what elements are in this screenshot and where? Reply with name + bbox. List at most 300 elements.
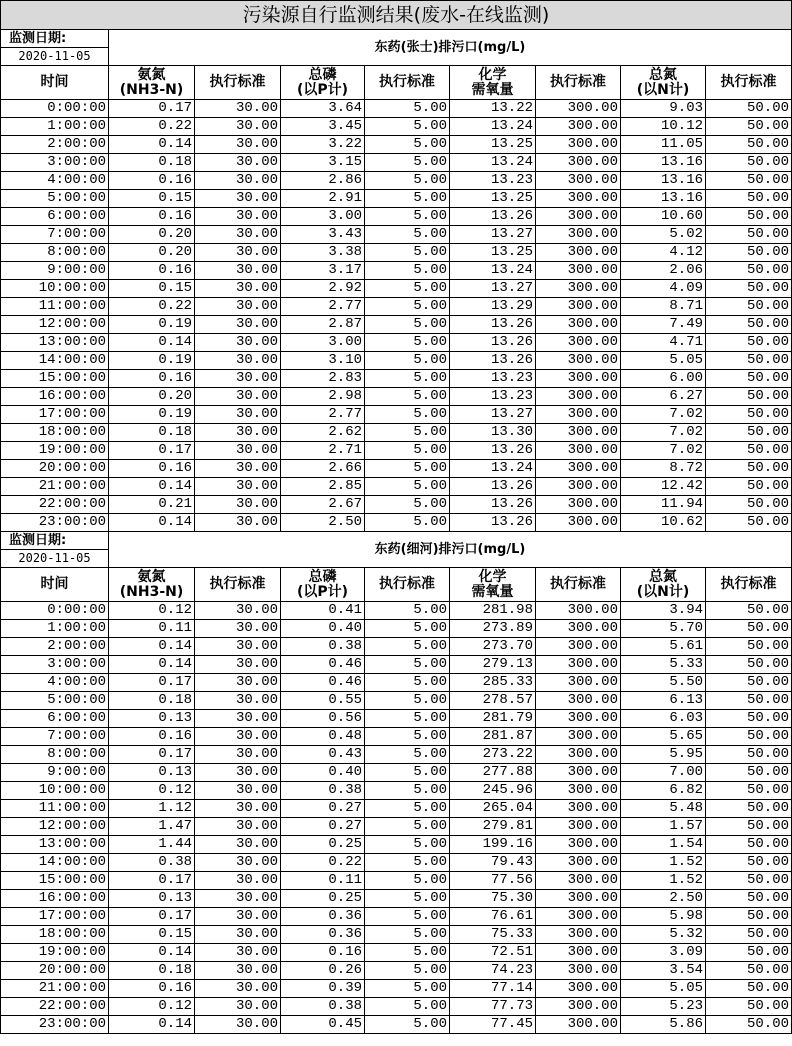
table-cell: 0.14 — [109, 136, 195, 154]
table-cell: 300.00 — [536, 638, 621, 656]
table-cell: 273.70 — [450, 638, 536, 656]
header-tn-line2: (以N计) — [636, 81, 690, 98]
table-cell: 5.00 — [365, 602, 450, 620]
table-cell: 30.00 — [195, 800, 281, 818]
table-row — [1, 710, 792, 728]
table-cell: 10:00:00 — [1, 782, 109, 800]
table-cell: 300.00 — [536, 280, 621, 298]
table-cell: 11:00:00 — [1, 298, 109, 316]
table-cell: 30.00 — [195, 280, 281, 298]
table-cell: 281.98 — [450, 602, 536, 620]
table-cell: 10:00:00 — [1, 280, 109, 298]
table-cell: 50.00 — [706, 944, 792, 962]
table-cell: 50.00 — [706, 890, 792, 908]
table-cell: 0.16 — [281, 944, 365, 962]
table-cell: 0.19 — [109, 316, 195, 334]
table-row — [1, 406, 792, 424]
table-cell: 50.00 — [706, 460, 792, 478]
table-cell: 300.00 — [536, 136, 621, 154]
table-cell: 30.00 — [195, 244, 281, 262]
table-cell: 0.46 — [281, 656, 365, 674]
table-cell: 0.38 — [281, 998, 365, 1016]
table-cell: 0.18 — [109, 692, 195, 710]
table-cell: 5:00:00 — [1, 190, 109, 208]
table-cell: 50.00 — [706, 226, 792, 244]
table-cell: 23:00:00 — [1, 514, 109, 532]
table-cell: 30.00 — [195, 460, 281, 478]
table-cell: 300.00 — [536, 782, 621, 800]
table-cell: 5.00 — [365, 154, 450, 172]
table-cell: 281.87 — [450, 728, 536, 746]
table-cell: 11.94 — [621, 496, 706, 514]
table-cell: 6:00:00 — [1, 710, 109, 728]
table-cell: 0.38 — [281, 638, 365, 656]
table-cell: 5.50 — [621, 674, 706, 692]
table-cell: 30.00 — [195, 872, 281, 890]
table-cell: 0.14 — [109, 638, 195, 656]
table-cell: 5.00 — [365, 118, 450, 136]
table-cell: 50.00 — [706, 190, 792, 208]
header-std: 执行标准 — [706, 66, 792, 100]
table-cell: 5.00 — [365, 406, 450, 424]
table-cell: 2.67 — [281, 496, 365, 514]
table-row — [1, 208, 792, 226]
table-cell: 30.00 — [195, 190, 281, 208]
table-cell: 50.00 — [706, 496, 792, 514]
table-cell: 50.00 — [706, 172, 792, 190]
table-cell: 0.12 — [109, 602, 195, 620]
table-cell: 50.00 — [706, 710, 792, 728]
table-cell: 5.00 — [365, 136, 450, 154]
table-cell: 5.00 — [365, 764, 450, 782]
table-cell: 5.00 — [365, 818, 450, 836]
table-cell: 0.45 — [281, 1016, 365, 1034]
table-cell: 273.89 — [450, 620, 536, 638]
table-cell: 5.00 — [365, 334, 450, 352]
table-cell: 3.43 — [281, 226, 365, 244]
header-tp — [281, 66, 365, 100]
header-std: 执行标准 — [365, 568, 450, 602]
table-cell: 22:00:00 — [1, 998, 109, 1016]
table-cell: 50.00 — [706, 908, 792, 926]
table-cell: 30.00 — [195, 602, 281, 620]
table-cell: 5.32 — [621, 926, 706, 944]
table-cell: 0.25 — [281, 836, 365, 854]
table-cell: 15:00:00 — [1, 872, 109, 890]
table-cell: 0.17 — [109, 872, 195, 890]
table-cell: 6.27 — [621, 388, 706, 406]
table-cell: 21:00:00 — [1, 478, 109, 496]
table-cell: 5.00 — [365, 908, 450, 926]
table-cell: 0.55 — [281, 692, 365, 710]
header-nh3-line2: (NH3-N) — [119, 583, 184, 600]
table-cell: 5.00 — [365, 638, 450, 656]
table-cell: 300.00 — [536, 262, 621, 280]
table-cell: 0.43 — [281, 746, 365, 764]
table-cell: 3.94 — [621, 602, 706, 620]
table-row — [1, 944, 792, 962]
table-cell: 0.16 — [109, 460, 195, 478]
table-cell: 0.14 — [109, 1016, 195, 1034]
table-cell: 6:00:00 — [1, 208, 109, 226]
table-row — [1, 244, 792, 262]
table-cell: 0.14 — [109, 656, 195, 674]
header-time: 时间 — [1, 568, 109, 602]
table-cell: 5.70 — [621, 620, 706, 638]
header-tp-line2: (以P计) — [296, 583, 349, 600]
table-cell: 300.00 — [536, 656, 621, 674]
table-row — [1, 638, 792, 656]
table-cell: 300.00 — [536, 226, 621, 244]
table-cell: 13.25 — [450, 244, 536, 262]
table-cell: 5.00 — [365, 692, 450, 710]
table-cell: 0.13 — [109, 764, 195, 782]
table-cell: 74.23 — [450, 962, 536, 980]
table-cell: 30.00 — [195, 262, 281, 280]
table-cell: 5.00 — [365, 298, 450, 316]
table-cell: 281.79 — [450, 710, 536, 728]
table-cell: 19:00:00 — [1, 944, 109, 962]
table-cell: 22:00:00 — [1, 496, 109, 514]
table-cell: 50.00 — [706, 352, 792, 370]
table-row — [1, 962, 792, 980]
table-cell: 19:00:00 — [1, 442, 109, 460]
table-cell: 50.00 — [706, 478, 792, 496]
table-cell: 50.00 — [706, 926, 792, 944]
table-cell: 12:00:00 — [1, 818, 109, 836]
table-cell: 10.62 — [621, 514, 706, 532]
table-row — [1, 388, 792, 406]
table-cell: 0.13 — [109, 710, 195, 728]
table-cell: 50.00 — [706, 836, 792, 854]
table-cell: 0:00:00 — [1, 602, 109, 620]
table-cell: 13.26 — [450, 208, 536, 226]
table-cell: 300.00 — [536, 190, 621, 208]
table-cell: 50.00 — [706, 136, 792, 154]
table-cell: 3:00:00 — [1, 154, 109, 172]
table-cell: 3.15 — [281, 154, 365, 172]
table-cell: 0.18 — [109, 424, 195, 442]
table-cell: 13.24 — [450, 118, 536, 136]
table-cell: 30.00 — [195, 352, 281, 370]
table-cell: 300.00 — [536, 370, 621, 388]
table-cell: 1:00:00 — [1, 620, 109, 638]
table-row — [1, 854, 792, 872]
table-row — [1, 746, 792, 764]
table-cell: 4:00:00 — [1, 172, 109, 190]
table-cell: 9.03 — [621, 100, 706, 118]
table-cell: 300.00 — [536, 620, 621, 638]
table-cell: 5.05 — [621, 352, 706, 370]
table-cell: 5.95 — [621, 746, 706, 764]
table-cell: 13.16 — [621, 190, 706, 208]
table-row — [1, 692, 792, 710]
table-cell: 0.20 — [109, 226, 195, 244]
table-cell: 3.22 — [281, 136, 365, 154]
table-cell: 1.47 — [109, 818, 195, 836]
table-cell: 2.77 — [281, 406, 365, 424]
table-cell: 30.00 — [195, 442, 281, 460]
header-std: 执行标准 — [536, 66, 621, 100]
table-cell: 5.00 — [365, 442, 450, 460]
table-cell: 6.13 — [621, 692, 706, 710]
table-cell: 5.00 — [365, 100, 450, 118]
table-cell: 50.00 — [706, 280, 792, 298]
table-cell: 30.00 — [195, 962, 281, 980]
table-cell: 50.00 — [706, 656, 792, 674]
table-cell: 300.00 — [536, 944, 621, 962]
table-cell: 2:00:00 — [1, 136, 109, 154]
table-cell: 50.00 — [706, 208, 792, 226]
table-cell: 2.98 — [281, 388, 365, 406]
table-cell: 3.38 — [281, 244, 365, 262]
table-row — [1, 424, 792, 442]
table-cell: 50.00 — [706, 154, 792, 172]
table-cell: 300.00 — [536, 208, 621, 226]
table-cell: 300.00 — [536, 818, 621, 836]
table-cell: 30.00 — [195, 334, 281, 352]
table-cell: 30.00 — [195, 890, 281, 908]
table-cell: 13.23 — [450, 370, 536, 388]
table-cell: 5.00 — [365, 424, 450, 442]
table-cell: 16:00:00 — [1, 388, 109, 406]
table-cell: 300.00 — [536, 602, 621, 620]
table-cell: 1.57 — [621, 818, 706, 836]
table-cell: 72.51 — [450, 944, 536, 962]
table-cell: 0.22 — [109, 298, 195, 316]
table-cell: 6.00 — [621, 370, 706, 388]
table-cell: 50.00 — [706, 602, 792, 620]
table-cell: 13.24 — [450, 460, 536, 478]
header-std: 执行标准 — [365, 66, 450, 100]
table-cell: 4.09 — [621, 280, 706, 298]
table-cell: 5.00 — [365, 998, 450, 1016]
table-cell: 2.83 — [281, 370, 365, 388]
table-cell: 50.00 — [706, 100, 792, 118]
table-cell: 3.64 — [281, 100, 365, 118]
table-cell: 0:00:00 — [1, 100, 109, 118]
table-row — [1, 172, 792, 190]
table-cell: 30.00 — [195, 136, 281, 154]
table-cell: 300.00 — [536, 980, 621, 998]
table-cell: 279.81 — [450, 818, 536, 836]
table-cell: 50.00 — [706, 370, 792, 388]
header-std: 执行标准 — [706, 568, 792, 602]
table-cell: 5.02 — [621, 226, 706, 244]
table-cell: 50.00 — [706, 998, 792, 1016]
table-cell: 0.48 — [281, 728, 365, 746]
table-row — [1, 980, 792, 998]
table-cell: 5.00 — [365, 316, 450, 334]
table-cell: 7.02 — [621, 406, 706, 424]
date-value: 2020-11-05 — [1, 550, 109, 568]
table-cell: 5.00 — [365, 370, 450, 388]
header-tn-line1: 总氮 — [649, 66, 677, 83]
table-cell: 50.00 — [706, 782, 792, 800]
table-row — [1, 370, 792, 388]
table-cell: 30.00 — [195, 944, 281, 962]
header-cod — [450, 66, 536, 100]
table-cell: 300.00 — [536, 674, 621, 692]
table-cell: 50.00 — [706, 854, 792, 872]
table-cell: 21:00:00 — [1, 980, 109, 998]
table-cell: 5.00 — [365, 854, 450, 872]
table-cell: 300.00 — [536, 388, 621, 406]
table-cell: 30.00 — [195, 226, 281, 244]
table-cell: 50.00 — [706, 388, 792, 406]
table-row — [1, 620, 792, 638]
table-cell: 300.00 — [536, 316, 621, 334]
table-cell: 0.40 — [281, 620, 365, 638]
table-row — [1, 316, 792, 334]
table-cell: 50.00 — [706, 298, 792, 316]
table-cell: 30.00 — [195, 620, 281, 638]
table-cell: 30.00 — [195, 424, 281, 442]
header-tp-line1: 总磷 — [308, 568, 337, 585]
table-cell: 30.00 — [195, 208, 281, 226]
table-cell: 300.00 — [536, 872, 621, 890]
table-row — [1, 656, 792, 674]
table-cell: 0.11 — [109, 620, 195, 638]
table-row — [1, 836, 792, 854]
table-row — [1, 872, 792, 890]
table-row — [1, 226, 792, 244]
table-cell: 0.56 — [281, 710, 365, 728]
table-cell: 0.16 — [109, 262, 195, 280]
table-cell: 30.00 — [195, 514, 281, 532]
header-cod-line2: 需氧量 — [471, 81, 514, 98]
table-row — [1, 280, 792, 298]
table-cell: 5.00 — [365, 926, 450, 944]
table-cell: 245.96 — [450, 782, 536, 800]
header-cod-line2: 需氧量 — [471, 583, 514, 600]
table-cell: 300.00 — [536, 460, 621, 478]
header-cod-line1: 化学 — [478, 568, 507, 585]
table-cell: 2:00:00 — [1, 638, 109, 656]
header-tn-line1: 总氮 — [649, 568, 677, 585]
table-body — [1, 1, 792, 1034]
table-row — [1, 442, 792, 460]
table-cell: 0.14 — [109, 334, 195, 352]
table-cell: 13:00:00 — [1, 836, 109, 854]
table-cell: 30.00 — [195, 710, 281, 728]
table-cell: 0.14 — [109, 514, 195, 532]
table-cell: 30.00 — [195, 836, 281, 854]
date-value: 2020-11-05 — [1, 48, 109, 66]
table-cell: 13.27 — [450, 280, 536, 298]
table-cell: 0.38 — [109, 854, 195, 872]
table-cell: 0.25 — [281, 890, 365, 908]
table-cell: 0.27 — [281, 818, 365, 836]
table-cell: 300.00 — [536, 172, 621, 190]
table-cell: 13.26 — [450, 496, 536, 514]
table-cell: 5.00 — [365, 496, 450, 514]
table-cell: 50.00 — [706, 818, 792, 836]
table-cell: 2.85 — [281, 478, 365, 496]
table-cell: 265.04 — [450, 800, 536, 818]
table-cell: 5.00 — [365, 800, 450, 818]
table-cell: 50.00 — [706, 620, 792, 638]
header-tp — [281, 568, 365, 602]
table-row — [1, 154, 792, 172]
table-row — [1, 460, 792, 478]
table-cell: 300.00 — [536, 496, 621, 514]
table-cell: 30.00 — [195, 370, 281, 388]
table-cell: 13.26 — [450, 442, 536, 460]
table-cell: 5.23 — [621, 998, 706, 1016]
table-cell: 18:00:00 — [1, 926, 109, 944]
table-cell: 1:00:00 — [1, 118, 109, 136]
table-cell: 50.00 — [706, 980, 792, 998]
table-cell: 13.27 — [450, 226, 536, 244]
table-cell: 7.49 — [621, 316, 706, 334]
section-header-row — [1, 30, 792, 48]
table-cell: 30.00 — [195, 908, 281, 926]
table-cell: 5.00 — [365, 962, 450, 980]
column-header-row — [1, 66, 792, 100]
table-cell: 5.00 — [365, 388, 450, 406]
table-cell: 273.22 — [450, 746, 536, 764]
table-cell: 4:00:00 — [1, 674, 109, 692]
table-cell: 5.00 — [365, 710, 450, 728]
table-cell: 5.00 — [365, 872, 450, 890]
table-cell: 2.91 — [281, 190, 365, 208]
table-row — [1, 136, 792, 154]
table-cell: 300.00 — [536, 998, 621, 1016]
table-cell: 5.00 — [365, 746, 450, 764]
table-cell: 14:00:00 — [1, 854, 109, 872]
table-cell: 13.25 — [450, 190, 536, 208]
table-cell: 77.45 — [450, 1016, 536, 1034]
table-cell: 50.00 — [706, 514, 792, 532]
table-cell: 30.00 — [195, 818, 281, 836]
table-cell: 0.20 — [109, 244, 195, 262]
table-cell: 20:00:00 — [1, 962, 109, 980]
table-cell: 278.57 — [450, 692, 536, 710]
header-time: 时间 — [1, 66, 109, 100]
table-cell: 0.21 — [109, 496, 195, 514]
table-cell: 13.26 — [450, 334, 536, 352]
table-cell: 300.00 — [536, 424, 621, 442]
table-cell: 30.00 — [195, 656, 281, 674]
table-cell: 0.12 — [109, 782, 195, 800]
table-cell: 0.19 — [109, 406, 195, 424]
table-cell: 77.73 — [450, 998, 536, 1016]
table-cell: 300.00 — [536, 442, 621, 460]
table-cell: 3.17 — [281, 262, 365, 280]
table-cell: 9:00:00 — [1, 764, 109, 782]
table-cell: 300.00 — [536, 692, 621, 710]
table-row — [1, 496, 792, 514]
table-row — [1, 764, 792, 782]
table-cell: 5.00 — [365, 514, 450, 532]
table-cell: 12.42 — [621, 478, 706, 496]
table-cell: 5.00 — [365, 1016, 450, 1034]
header-tn — [621, 568, 706, 602]
table-row — [1, 262, 792, 280]
table-cell: 20:00:00 — [1, 460, 109, 478]
table-cell: 5.00 — [365, 728, 450, 746]
table-cell: 30.00 — [195, 316, 281, 334]
header-nh3-line2: (NH3-N) — [119, 81, 184, 98]
table-cell: 50.00 — [706, 424, 792, 442]
table-cell: 279.13 — [450, 656, 536, 674]
table-cell: 50.00 — [706, 334, 792, 352]
table-cell: 13.23 — [450, 388, 536, 406]
header-nh3 — [109, 568, 195, 602]
table-cell: 0.16 — [109, 980, 195, 998]
table-cell: 5.00 — [365, 226, 450, 244]
